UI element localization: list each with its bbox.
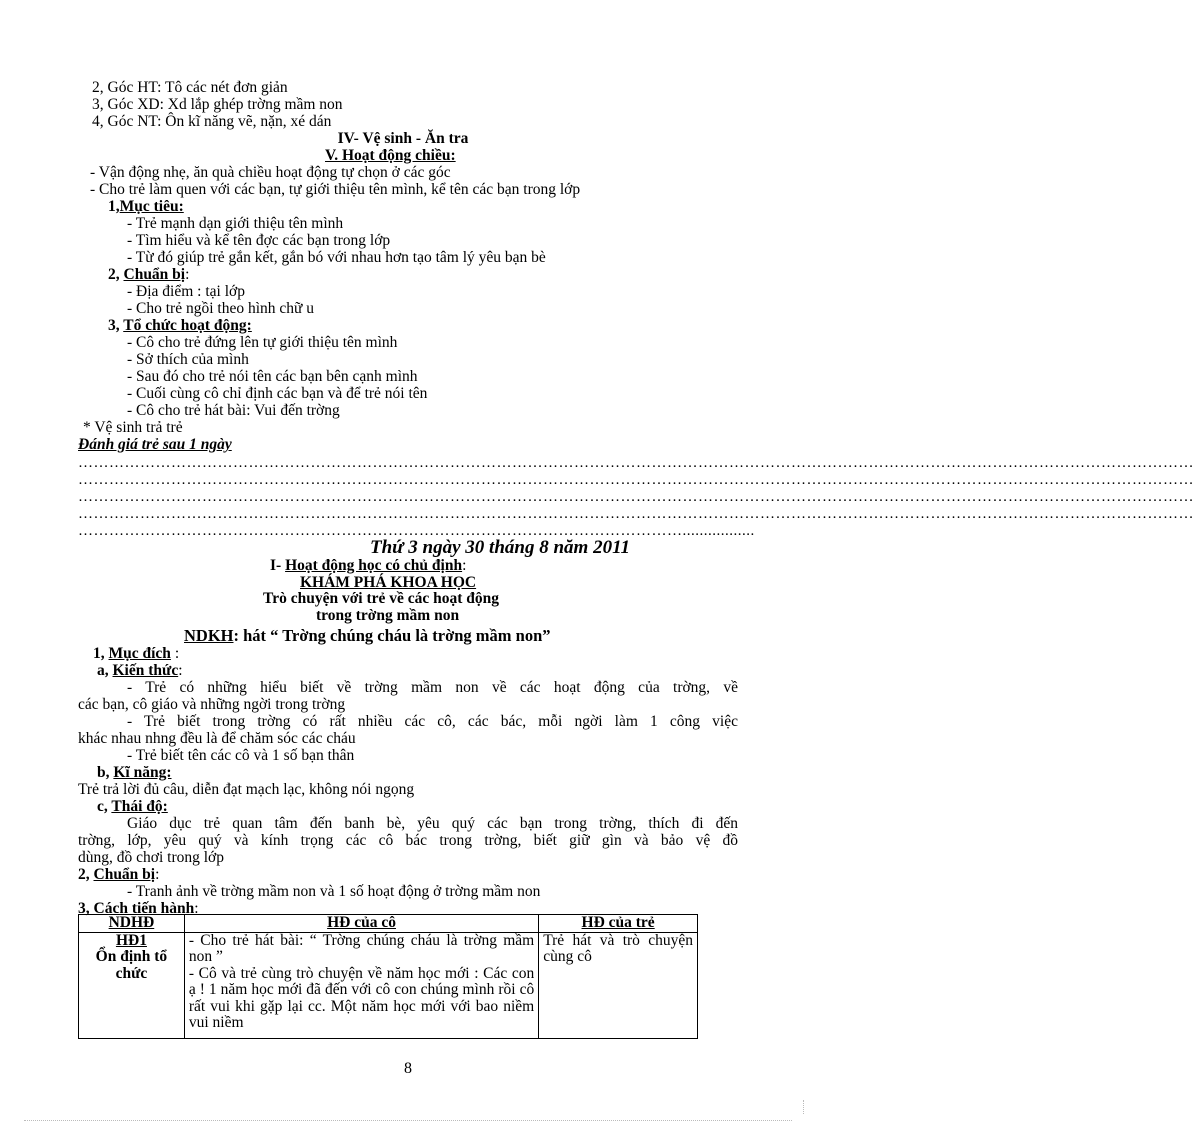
evaluation-dotted-line: ………………………………………………………………………………………………………………………………………………………………………………………………: [78, 455, 1194, 471]
hd-co-text: - Cho trẻ hát bài: “ Trờng chúng cháu là trờng mầm non ”: [188, 931, 535, 965]
table-header-row: [79, 915, 698, 933]
kien-thuc-para-2: - Trẻ biết trong trờng có rất nhiều các cô, các bác, mỗi ngời làm 1 công việc: [127, 713, 738, 730]
hd-co-text: - Cô và trẻ cùng trò chuyện về năm học mới : Các con ạ ! 1 năm học mới đã đến với cô con chúng mình rồi cô rất vui khi gặp lại cc. Một năm học mới với bao niềm vui niềm: [188, 964, 535, 1031]
thai-do-para-cont: trờng, lớp, yêu quý và kính trọng các cô bác trong trờng, biết giữ gìn và bảo vệ đồ: [78, 832, 738, 849]
corner-goc-nt: 4, Góc NT: Ôn kĩ năng vẽ, nặn, xé dán: [92, 113, 332, 130]
corner-goc-xd: 3, Góc XD: Xd lắp ghép trờng mầm non: [92, 96, 343, 113]
ndkh-heading: NDKH: hát “ Trờng chúng cháu là trờng mầm non”: [184, 626, 551, 645]
topic-title: Trò chuyện với trẻ về các hoạt động: [263, 590, 500, 607]
chuan-bi-2-item: - Tranh ảnh về trờng mầm non và 1 số hoạt động ở trờng mầm non: [127, 883, 541, 900]
hd-tre-text: Trẻ hát và trò chuyện cùng cô: [543, 931, 693, 965]
section-iv-heading: IV- Vệ sinh - Ăn tra: [337, 130, 469, 147]
corner-goc-ht: 2, Góc HT: Tô các nét đơn giản: [92, 79, 288, 96]
thai-do-para: Giáo dục trẻ quan tâm đến banh bè, yêu quý các bạn trong trờng, thích đi đến: [127, 815, 738, 832]
afternoon-activity-2: - Cho trẻ làm quen với các bạn, tự giới thiệu tên mình, kể tên các bạn trong lớp: [90, 181, 581, 198]
thai-do-heading: c, Thái độ:: [97, 798, 168, 815]
section-i-heading: I- Hoạt động học có chủ định:: [270, 557, 467, 574]
thai-do-para-cont: dùng, đồ chơi trong lớp: [78, 849, 224, 866]
to-chuc-item: - Cuối cùng cô chỉ định các bạn và để trẻ nói tên: [127, 385, 428, 402]
column-header-hd-co: HĐ của cô: [184, 915, 538, 933]
page-number: 8: [404, 1060, 412, 1077]
hd-co-cell: [184, 932, 538, 1038]
to-chuc-item: - Sau đó cho trẻ nói tên các bạn bên cạnh mình: [127, 368, 418, 385]
page-corner-mark: [803, 1100, 805, 1114]
muc-tieu-heading: 1,Mục tiêu:: [108, 198, 184, 215]
cach-tien-hanh-heading: 3, Cách tiến hành:: [78, 900, 199, 917]
date-heading: Thứ 3 ngày 30 tháng 8 năm 2011: [370, 537, 631, 558]
muc-tieu-item: - Trẻ mạnh dạn giới thiệu tên mình: [127, 215, 344, 232]
kien-thuc-para-3: - Trẻ biết tên các cô và 1 số bạn thân: [127, 747, 355, 764]
danh-gia-heading: Đánh giá trẻ sau 1 ngày: [78, 436, 232, 453]
to-chuc-item: - Sở thích của mình: [127, 351, 249, 368]
muc-tieu-item: - Tìm hiểu và kể tên đợc các bạn trong lớp: [127, 232, 391, 249]
column-header-hd-tre: HĐ của trẻ: [539, 915, 698, 933]
ki-nang-heading: b, Kĩ năng:: [97, 764, 172, 781]
topic-title-2: trong trờng mầm non: [316, 607, 460, 624]
evaluation-dotted-line: ………………………………………………………………………………………………………………………………………………………………………………………………: [78, 489, 1194, 505]
kien-thuc-para-1: - Trẻ có những hiểu biết về trờng mầm non về các hoạt động của trờng, về: [127, 679, 738, 696]
hd1-label: HĐ1: [115, 931, 147, 949]
kien-thuc-heading: a, Kiến thức:: [97, 662, 183, 679]
hd-tre-cell: [539, 932, 698, 1038]
afternoon-activity-1: - Vận động nhẹ, ăn quà chiều hoạt động tự chọn ở các góc: [90, 164, 451, 181]
evaluation-dotted-line: ………………………………………………………………………………………………………………………………………………………………………………………………: [78, 472, 1194, 488]
ve-sinh-line: * Vệ sinh trả trẻ: [83, 419, 183, 436]
chuan-bi-item: - Cho trẻ ngồi theo hình chữ u: [127, 300, 315, 317]
to-chuc-item: - Cô cho trẻ đứng lên tự giới thiệu tên mình: [127, 334, 398, 351]
kien-thuc-para-2-cont: khác nhau nhng đều là để chăm sóc các cháu: [78, 730, 356, 747]
chuan-bi-heading: 2, Chuẩn bị:: [108, 266, 190, 283]
ndhd-cell: [79, 932, 185, 1038]
chuan-bi-2-heading: 2, Chuẩn bị:: [78, 866, 160, 883]
to-chuc-heading: 3, Tổ chức hoạt động:: [108, 317, 252, 334]
ki-nang-text: Trẻ trả lời đủ câu, diễn đạt mạch lạc, không nói ngọng: [78, 781, 415, 798]
evaluation-dotted-line: ………………………………………………………………………………………………………………………………………………………………………………………………: [78, 506, 1194, 522]
chuan-bi-item: - Địa điểm : tại lớp: [127, 283, 245, 300]
to-chuc-item: - Cô cho trẻ hát bài: Vui đến trờng: [127, 402, 340, 419]
kien-thuc-para-1-cont: các bạn, cô giáo và những ngời trong trờng: [78, 696, 346, 713]
muc-dich-heading: 1, Mục đích :: [93, 645, 180, 662]
muc-tieu-item: - Từ đó giúp trẻ gắn kết, gắn bó với nhau hơn tạo tâm lý yêu bạn bè: [127, 249, 546, 266]
evaluation-dotted-line: ……………………………………………………………………………………………………….................: [78, 523, 755, 539]
kham-pha-heading: KHÁM PHÁ KHOA HỌC: [300, 574, 477, 591]
activity-table: [78, 914, 698, 1039]
page-bottom-border: [24, 1120, 792, 1121]
section-v-heading: V. Hoạt động chiều:: [325, 147, 456, 164]
hd1-sublabel: Ổn định tổ chức: [95, 948, 168, 982]
table-row: [79, 932, 698, 1038]
column-header-ndhd: NDHĐ: [79, 915, 185, 933]
